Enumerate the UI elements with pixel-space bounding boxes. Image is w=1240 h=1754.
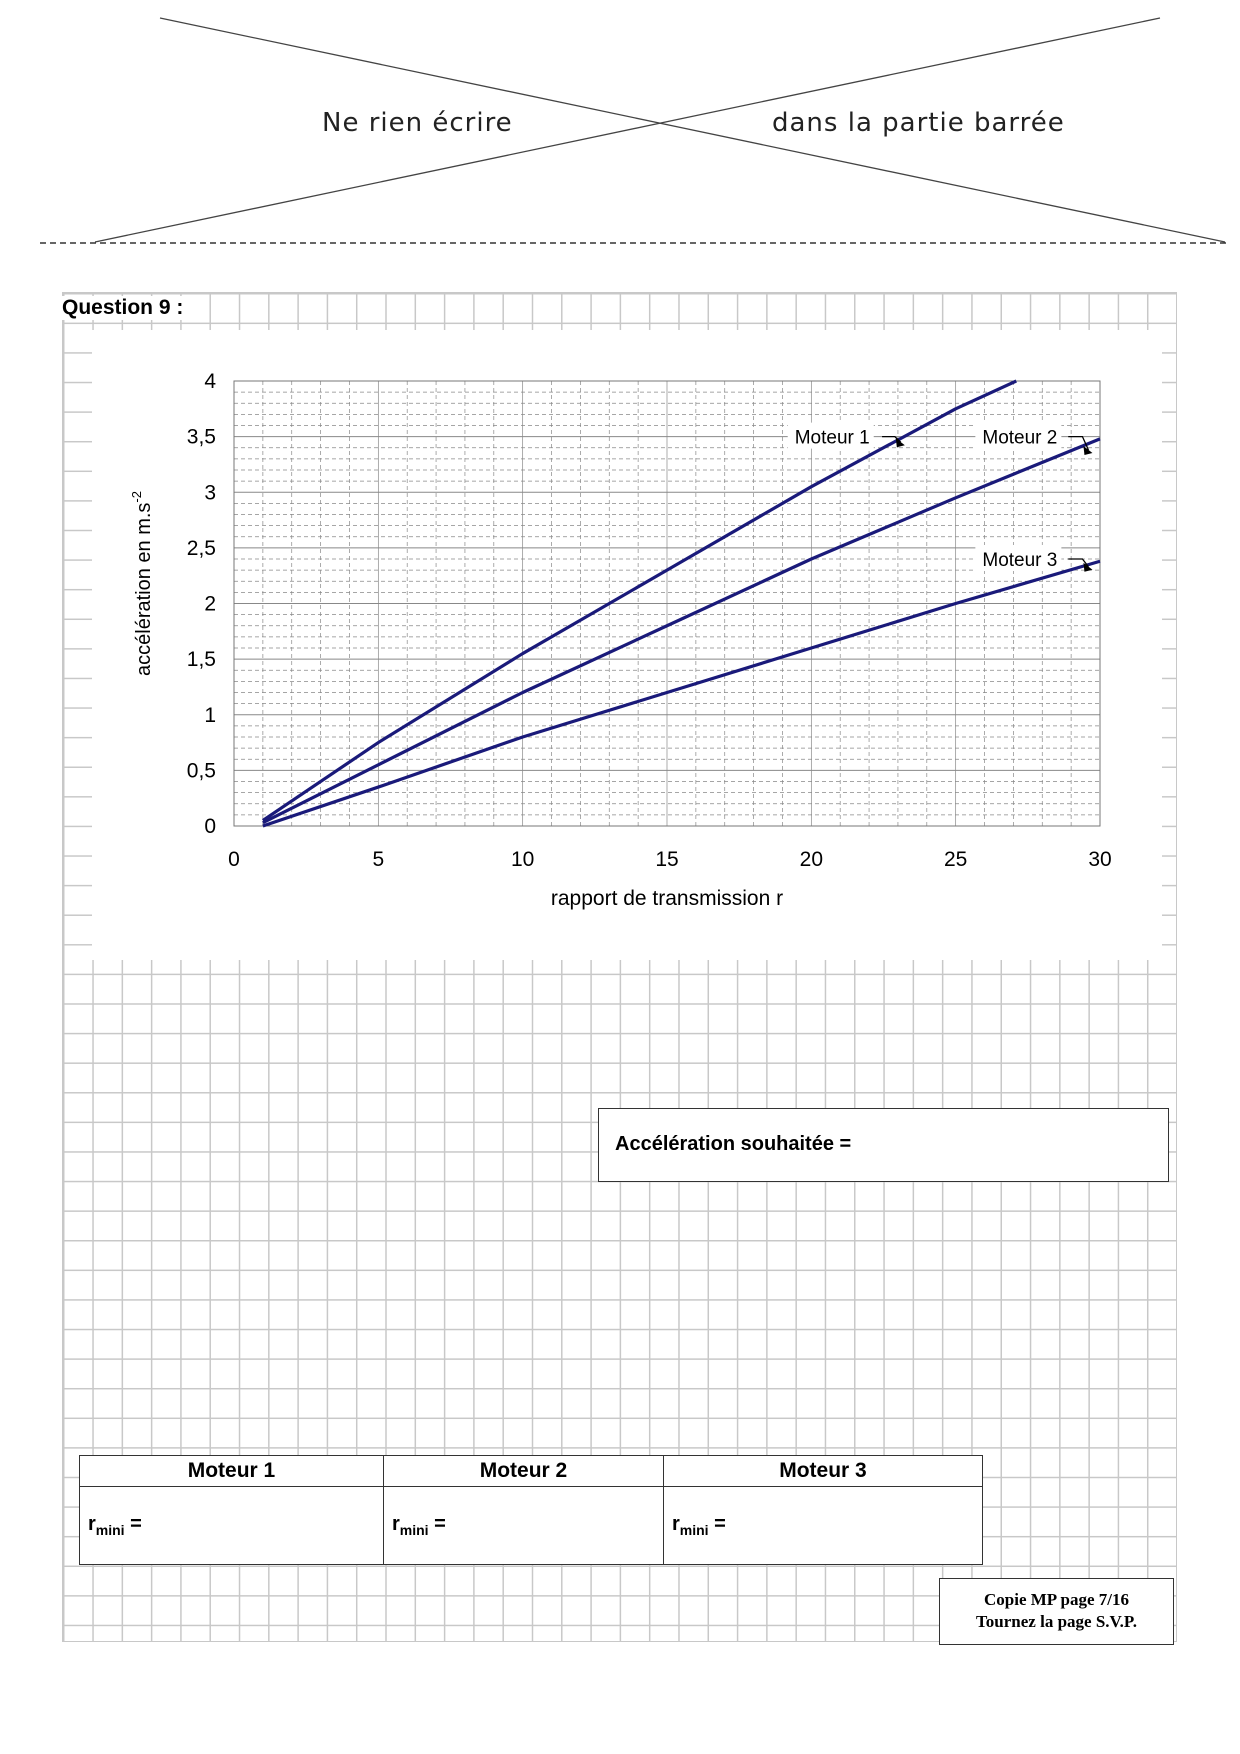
motor-2-rmini-cell[interactable] [384, 1487, 664, 1565]
rmini-equals: = [428, 1513, 446, 1535]
rmini-equals: = [124, 1513, 142, 1535]
series-line-3 [263, 561, 1100, 826]
y-tick-label: 4 [204, 370, 216, 393]
acceleration-chart [92, 330, 1162, 960]
x-tick-label: 10 [510, 848, 535, 871]
rmini-subscript: mini [399, 1522, 429, 1538]
rmini-symbol: r [672, 1513, 680, 1535]
y-tick-label: 1 [204, 703, 216, 727]
rmini-subscript: mini [95, 1522, 125, 1538]
footer-page-number: Copie MP page 7/16 [984, 1590, 1129, 1609]
y-tick-label: 0,5 [186, 759, 216, 783]
cross-line-1 [160, 18, 1225, 242]
x-tick-label: 15 [655, 848, 679, 871]
annotation-label-2: Moteur 2 [982, 427, 1058, 449]
rmini-symbol: r [392, 1513, 400, 1535]
motor-1-header: Moteur 1 [80, 1456, 384, 1487]
y-tick-label: 0 [204, 815, 216, 838]
y-tick-label: 3 [204, 481, 216, 505]
question-label: Question 9 : [62, 296, 187, 320]
series-line-1 [263, 381, 1016, 820]
y-tick-label: 2,5 [186, 536, 216, 560]
x-tick-label: 0 [228, 848, 240, 871]
y-tick-label: 1,5 [186, 648, 216, 672]
annotation-label-1: Moteur 1 [794, 427, 870, 449]
motor-table-header-row [80, 1456, 983, 1487]
x-tick-label: 30 [1088, 848, 1112, 871]
rmini-subscript: mini [679, 1522, 709, 1538]
header-right-text: dans la partie barrée [772, 108, 1065, 138]
y-axis-label-exponent: -2 [129, 491, 144, 503]
rmini-equals: = [708, 1513, 726, 1535]
motor-table [79, 1455, 983, 1565]
acceleration-label: Accélération souhaitée = [615, 1133, 852, 1155]
acceleration-answer-box[interactable] [598, 1108, 1169, 1182]
rmini-symbol: r [88, 1513, 96, 1535]
motor-3-header: Moteur 3 [664, 1456, 983, 1487]
motor-table-answer-row [80, 1487, 983, 1565]
annotation-label-3: Moteur 3 [982, 550, 1058, 571]
series-line-2 [263, 439, 1100, 823]
footer-turn-page: Tournez la page S.V.P. [976, 1612, 1137, 1631]
y-axis-label [129, 491, 155, 676]
motor-1-rmini-cell[interactable] [80, 1487, 384, 1565]
chart-axes [187, 370, 1112, 871]
x-tick-label: 5 [372, 848, 385, 871]
y-tick-label: 3,5 [186, 425, 216, 449]
x-axis-label: rapport de transmission r [550, 887, 784, 910]
x-tick-label: 20 [799, 848, 824, 871]
y-axis-label-main: accélération en m.s [133, 502, 155, 676]
x-tick-label: 25 [943, 848, 968, 871]
motor-3-rmini-cell[interactable] [664, 1487, 983, 1565]
motor-2-header: Moteur 2 [384, 1456, 664, 1487]
header-left-text: Ne rien écrire [322, 108, 513, 138]
page-footer-box [939, 1578, 1174, 1645]
y-tick-label: 2 [204, 592, 216, 616]
chart-grid [234, 381, 1100, 826]
